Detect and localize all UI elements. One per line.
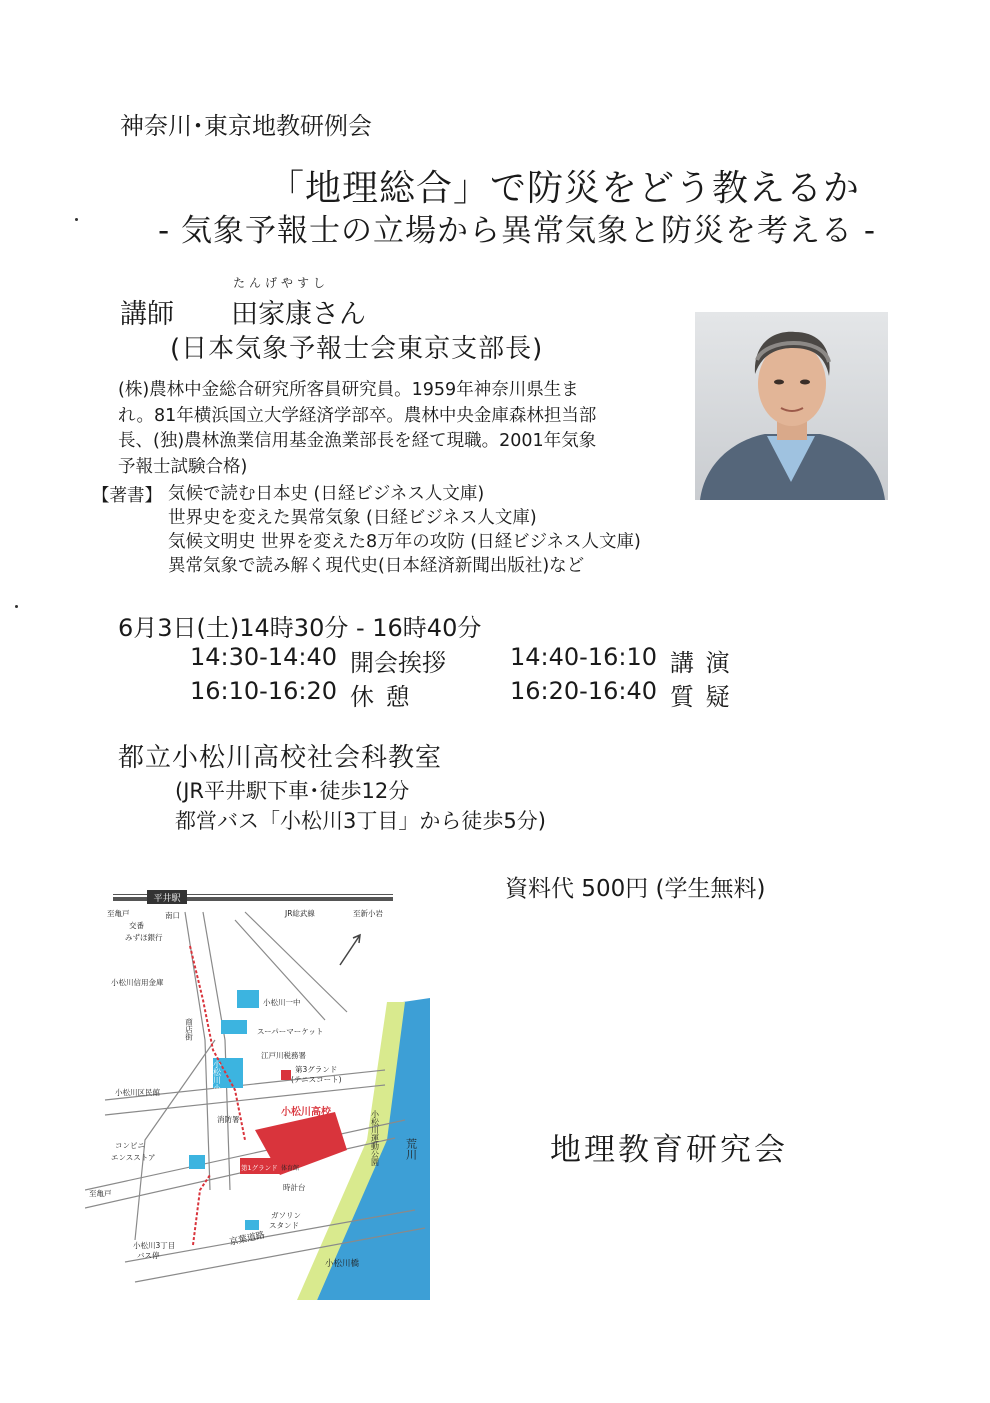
map-label: 消防署 xyxy=(217,1115,240,1124)
books-label: 【著書】 xyxy=(92,486,162,506)
schedule-label: 休 憩 xyxy=(350,683,412,711)
book-item: 異常気象で読み解く現代史(日本経済新聞出版社)など xyxy=(168,556,585,576)
map-label: エンスストア xyxy=(111,1153,156,1162)
map-label: 小松川3丁目 xyxy=(133,1241,176,1250)
station-label: 平井駅 xyxy=(153,894,181,904)
map-label: 至亀戸 xyxy=(107,909,130,918)
bio-line: れ。81年横浜国立大学経済学部卒。農林中央金庫森林担当部 xyxy=(118,405,597,426)
lecturer-name-ruby: たんげやすし xyxy=(233,276,330,290)
walking-route xyxy=(190,946,245,1140)
map-school-label: 小松川高校 xyxy=(281,1107,331,1118)
organizer: 地理教育研究会 xyxy=(550,1132,788,1168)
access-map-graphic xyxy=(85,890,430,1300)
map-river-label: 荒川 xyxy=(404,1138,418,1160)
schedule-label: 講 演 xyxy=(670,649,732,677)
map-label: 小松川区民館 xyxy=(115,1088,160,1097)
access-map xyxy=(85,890,430,1300)
scan-speck xyxy=(75,218,78,221)
map-label: 交番 xyxy=(129,921,144,930)
map-label: 商店街 xyxy=(184,1018,194,1041)
map-label: 小松川一中 xyxy=(263,998,301,1007)
venue-access: (JR平井駅下車･徒歩12分 xyxy=(175,779,410,803)
map-label: 小松川橋 xyxy=(325,1259,360,1269)
bus-route xyxy=(193,1175,210,1245)
map-label: 小松川運動公園 xyxy=(370,1110,380,1166)
map-label: 南口 xyxy=(165,911,180,920)
schedule-label: 開会挨拶 xyxy=(350,649,446,677)
book-item: 世界史を変えた異常気象 (日経ビジネス人文庫) xyxy=(168,508,537,528)
books-list xyxy=(168,482,641,578)
lecturer-photo xyxy=(695,312,888,500)
page-subtitle: - 気象予報士の立場から異常気象と防災を考える - xyxy=(158,213,877,249)
map-label: スーパーマーケット xyxy=(257,1027,324,1036)
map-label: 第1グランド xyxy=(241,1164,278,1172)
event-date: 6月3日(土)14時30分 - 16時40分 xyxy=(118,614,482,642)
map-label: コンビニ xyxy=(115,1141,145,1150)
lecturer-bio xyxy=(118,378,596,480)
lecturer-name: 田家康さん xyxy=(231,299,366,330)
map-label: スタンド xyxy=(269,1221,299,1230)
map-label: みずほ銀行 xyxy=(125,933,163,942)
venue-access: 都営バス「小松川3丁目」から徒歩5分) xyxy=(175,809,546,833)
map-label: 至新小岩 xyxy=(353,909,383,918)
map-label: JR総武線 xyxy=(285,909,315,918)
schedule-time: 14:30-14:40 xyxy=(190,643,337,671)
scan-speck xyxy=(15,605,18,608)
event-series: 神奈川･東京地教研例会 xyxy=(120,112,372,140)
bio-line: (株)農林中金総合研究所客員研究員。1959年神奈川県生ま xyxy=(118,380,579,400)
book-item: 気候文明史 世界を変えた8万年の攻防 (日経ビジネス人文庫) xyxy=(168,532,641,552)
map-label: 時計台 xyxy=(283,1183,306,1192)
map-label: 小松川信用金庫 xyxy=(111,978,164,987)
lecturer-label: 講師 xyxy=(120,299,174,330)
fee: 資料代 500円 (学生無料) xyxy=(505,876,766,902)
map-label: 第3グランド xyxy=(295,1065,338,1074)
bio-line: 長、(独)農林漁業信用基金漁業部長を経て現職。2001年気象 xyxy=(118,431,597,451)
map-label: 至亀戸 xyxy=(89,1189,112,1198)
lecturer-affiliation: (日本気象予報士会東京支部長) xyxy=(170,334,544,364)
map-label: 江戸川税務署 xyxy=(261,1051,306,1060)
bio-line: 予報士試験合格) xyxy=(118,456,248,477)
map-label: (テニスコート) xyxy=(291,1075,342,1084)
map-label: 体育館 xyxy=(281,1165,300,1172)
venue-name: 都立小松川高校社会科教室 xyxy=(118,743,443,773)
map-label: バス停 xyxy=(137,1251,160,1260)
book-item: 気候で読む日本史 (日経ビジネス人文庫) xyxy=(168,484,485,504)
schedule-time: 16:10-16:20 xyxy=(190,677,337,705)
page-title: 「地理総合」で防災をどう教えるか xyxy=(268,168,861,209)
schedule-time: 16:20-16:40 xyxy=(510,677,657,705)
north-arrow-icon xyxy=(340,935,360,965)
map-label: 小松川小 xyxy=(212,1060,222,1092)
tennis-block xyxy=(281,1070,291,1080)
map-label: ガソリン xyxy=(271,1211,301,1220)
portrait-illustration xyxy=(695,312,888,500)
map-road-label: 京葉道路 xyxy=(228,1230,266,1248)
schedule-label: 質 疑 xyxy=(670,683,732,711)
schedule-time: 14:40-16:10 xyxy=(510,643,657,671)
